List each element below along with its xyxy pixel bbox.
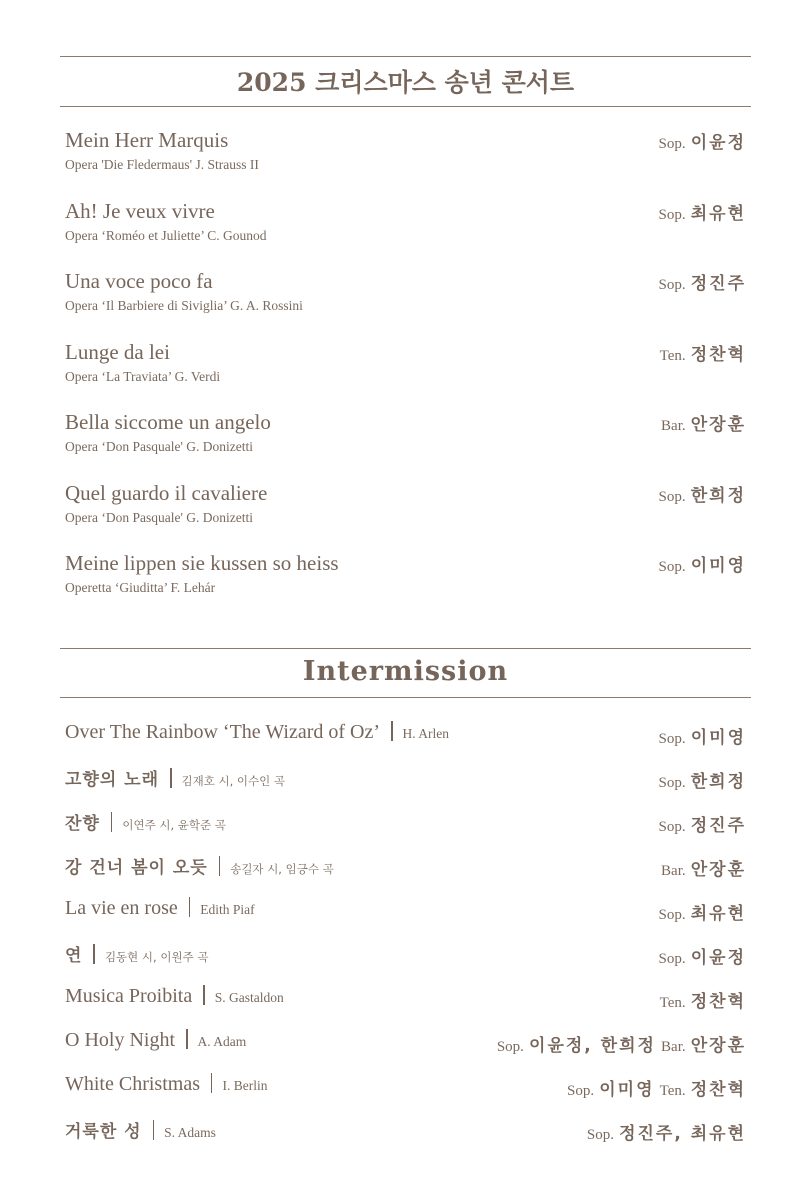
program-item bbox=[65, 340, 751, 400]
song-info bbox=[65, 1117, 216, 1142]
separator-bar bbox=[111, 812, 113, 832]
song-row bbox=[65, 985, 751, 1015]
singer-name: 최유현 bbox=[690, 904, 746, 924]
voice-part: Sop. bbox=[658, 951, 686, 967]
piece-title: Lunge da lei bbox=[65, 339, 170, 364]
performer bbox=[661, 410, 746, 435]
performers bbox=[659, 723, 746, 748]
singer-name: 이미영 bbox=[599, 1080, 655, 1100]
performers bbox=[567, 1075, 746, 1100]
song-credit: Edith Piaf bbox=[200, 902, 255, 917]
singer-name: 이윤정 bbox=[690, 133, 746, 153]
separator-bar bbox=[203, 985, 205, 1005]
voice-part: Ten. bbox=[659, 1083, 686, 1099]
singer-name: 정진주, 최유현 bbox=[619, 1124, 746, 1144]
song-credit: 이연주 시, 윤학준 곡 bbox=[122, 818, 226, 832]
song-info bbox=[65, 853, 334, 878]
performer bbox=[659, 481, 746, 506]
voice-part: Sop. bbox=[658, 488, 686, 505]
singer-name: 한희정 bbox=[690, 772, 746, 792]
performer bbox=[659, 269, 746, 294]
piece-title: Meine lippen sie kussen so heiss bbox=[65, 551, 339, 575]
singer-name: 이윤정 bbox=[690, 948, 746, 968]
song-row bbox=[65, 1029, 751, 1059]
song-credit: I. Berlin bbox=[222, 1078, 268, 1093]
performers bbox=[660, 987, 746, 1012]
singer-name: 이미영 bbox=[690, 728, 746, 748]
piece-subtitle: Opera 'Die Fledermaus' J. Strauss II bbox=[65, 157, 259, 172]
song-credit: S. Adams bbox=[164, 1125, 216, 1140]
voice-part: Bar. bbox=[661, 863, 686, 879]
piece-title: Ah! Je veux vivre bbox=[65, 198, 215, 223]
song-title: 잔향 bbox=[65, 814, 100, 834]
piece-title: Bella siccome un angelo bbox=[65, 410, 271, 434]
voice-part: Sop. bbox=[658, 731, 686, 747]
song-row bbox=[65, 721, 751, 751]
performers bbox=[659, 943, 746, 968]
song-info bbox=[65, 1073, 267, 1096]
performers bbox=[497, 1031, 746, 1056]
song-info bbox=[65, 809, 226, 834]
song-info bbox=[65, 765, 285, 790]
separator-bar bbox=[211, 1073, 213, 1093]
separator-bar bbox=[219, 856, 221, 876]
program-item bbox=[65, 128, 751, 188]
voice-part: Sop. bbox=[658, 206, 686, 223]
song-credit: 김재호 시, 이수인 곡 bbox=[181, 774, 286, 788]
song-row bbox=[65, 809, 751, 839]
voice-part: Sop. bbox=[496, 1039, 524, 1055]
song-title: O Holy Night bbox=[65, 1029, 175, 1051]
song-row bbox=[65, 941, 751, 971]
separator-bar bbox=[93, 944, 95, 964]
singer-name: 안장훈 bbox=[690, 1036, 746, 1056]
singer-name: 안장훈 bbox=[690, 415, 746, 435]
song-title: White Christmas bbox=[65, 1073, 200, 1095]
intermission-title: Intermission bbox=[302, 656, 509, 687]
program-item bbox=[65, 481, 751, 541]
piece-subtitle: Opera ‘La Traviata’ G. Verdi bbox=[65, 368, 221, 384]
voice-part: Bar. bbox=[661, 1039, 686, 1055]
voice-part: Sop. bbox=[658, 775, 686, 791]
song-title: 강 건너 봄이 오듯 bbox=[65, 858, 208, 878]
song-title: 고향의 노래 bbox=[65, 770, 160, 790]
voice-part: Ten. bbox=[659, 995, 686, 1011]
piece-title: Quel guardo il cavaliere bbox=[65, 480, 268, 505]
singer-name: 한희정 bbox=[690, 485, 746, 506]
song-title: 연 bbox=[65, 946, 83, 966]
performer bbox=[659, 128, 746, 153]
singer-name: 정진주 bbox=[690, 816, 746, 836]
divider bbox=[60, 106, 751, 107]
song-row bbox=[65, 1117, 751, 1147]
song-row bbox=[65, 853, 751, 883]
voice-part: Sop. bbox=[586, 1127, 614, 1143]
singer-name: 정찬혁 bbox=[690, 992, 746, 1012]
voice-part: Sop. bbox=[658, 136, 686, 152]
song-credit: S. Gastaldon bbox=[214, 990, 284, 1005]
song-info bbox=[65, 941, 208, 966]
song-title: Musica Proibita bbox=[65, 985, 193, 1007]
voice-part: Sop. bbox=[658, 277, 686, 293]
voice-part: Sop. bbox=[658, 559, 686, 575]
separator-bar bbox=[170, 768, 172, 788]
singer-name: 이윤정, 한희정 bbox=[529, 1036, 656, 1056]
song-credit: 김동현 시, 이원주 곡 bbox=[104, 950, 209, 964]
piece-subtitle: Opera ‘Il Barbiere di Siviglia’ G. A. Rossini bbox=[65, 298, 303, 313]
program-item bbox=[65, 551, 751, 611]
performers bbox=[587, 1119, 746, 1144]
separator-bar bbox=[391, 721, 393, 741]
song-info bbox=[65, 985, 284, 1008]
piece-subtitle: Opera ‘Don Pasquale' G. Donizetti bbox=[65, 509, 254, 525]
singer-name: 정찬혁 bbox=[690, 1080, 746, 1100]
piece-subtitle: Operetta ‘Giuditta’ F. Lehár bbox=[65, 580, 216, 595]
song-credit: H. Arlen bbox=[402, 726, 450, 741]
divider bbox=[60, 648, 751, 649]
singer-name: 정찬혁 bbox=[690, 344, 746, 365]
separator-bar bbox=[153, 1120, 155, 1140]
song-info bbox=[65, 1029, 246, 1052]
separator-bar bbox=[186, 1029, 188, 1049]
piece-subtitle: Opera ‘Roméo et Juliette’ C. Gounod bbox=[65, 227, 267, 243]
performers bbox=[659, 811, 746, 836]
song-info bbox=[65, 721, 449, 744]
voice-part: Sop. bbox=[658, 819, 686, 835]
song-title: Over The Rainbow ‘The Wizard of Oz’ bbox=[65, 721, 381, 743]
song-title: La vie en rose bbox=[65, 897, 178, 919]
singer-name: 정진주 bbox=[690, 274, 746, 294]
voice-part: Sop. bbox=[567, 1083, 595, 1099]
song-row bbox=[65, 1073, 751, 1103]
divider bbox=[60, 697, 751, 698]
divider bbox=[60, 56, 751, 57]
performer bbox=[659, 199, 746, 224]
program-item bbox=[65, 410, 751, 470]
song-info bbox=[65, 897, 255, 920]
program-item bbox=[65, 199, 751, 259]
voice-part: Bar. bbox=[661, 418, 686, 434]
performers bbox=[659, 767, 746, 792]
song-credit: A. Adam bbox=[197, 1034, 247, 1049]
program-item bbox=[65, 269, 751, 329]
separator-bar bbox=[189, 897, 191, 917]
voice-part: Sop. bbox=[658, 907, 686, 923]
piece-title: Mein Herr Marquis bbox=[65, 128, 229, 152]
performer bbox=[660, 340, 746, 365]
concert-title: 2025 크리스마스 송년 콘서트 bbox=[236, 68, 575, 97]
performers bbox=[661, 855, 746, 880]
song-title: 거룩한 성 bbox=[65, 1122, 142, 1142]
singer-name: 이미영 bbox=[690, 556, 746, 576]
song-row bbox=[65, 765, 751, 795]
piece-subtitle: Opera ‘Don Pasquale' G. Donizetti bbox=[65, 439, 254, 454]
song-row bbox=[65, 897, 751, 927]
piece-title: Una voce poco fa bbox=[65, 269, 213, 293]
voice-part: Ten. bbox=[659, 347, 686, 364]
performers bbox=[659, 899, 746, 924]
song-credit: 송길자 시, 임긍수 곡 bbox=[230, 862, 334, 876]
singer-name: 최유현 bbox=[690, 203, 746, 224]
singer-name: 안장훈 bbox=[690, 860, 746, 880]
performer bbox=[659, 551, 746, 576]
